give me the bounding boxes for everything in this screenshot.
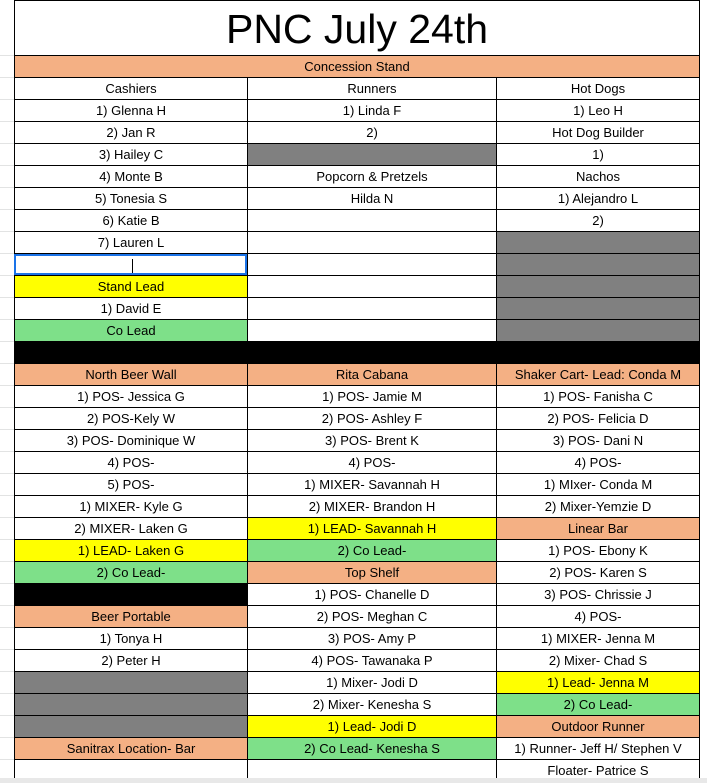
nachos-cell[interactable]: 2) (497, 210, 700, 232)
cashier-cell[interactable]: 7) Lauren L (14, 232, 248, 254)
outdoor-runner-header[interactable]: Outdoor Runner (497, 716, 700, 738)
spreadsheet (14, 0, 701, 783)
hot-dogs-header[interactable]: Hot Dogs (497, 78, 700, 100)
empty-cell[interactable] (248, 276, 497, 298)
gutter-gridline (0, 231, 14, 232)
shaker-cart-header[interactable]: Shaker Cart- Lead: Conda M (497, 364, 700, 386)
gutter-gridline (0, 737, 14, 738)
gray-cell[interactable] (497, 320, 700, 342)
gray-cell[interactable] (497, 232, 700, 254)
north-beer-wall-cell[interactable]: 2) MIXER- Laken G (14, 518, 248, 540)
gutter-gridline (0, 77, 14, 78)
gutter-gridline (0, 693, 14, 694)
north-beer-wall-cell[interactable]: 4) POS- (14, 452, 248, 474)
gutter-gridline (0, 143, 14, 144)
cashier-cell[interactable]: 6) Katie B (14, 210, 248, 232)
linear-bar-cell[interactable]: 3) POS- Chrissie J (497, 584, 700, 606)
nachos-header[interactable]: Nachos (497, 166, 700, 188)
gutter-gridline (0, 275, 14, 276)
top-shelf-cell[interactable]: 4) POS- Tawanaka P (248, 650, 497, 672)
gutter-gridline (0, 649, 14, 650)
hot-dog-builder-cell[interactable]: 1) (497, 144, 700, 166)
gutter-gridline (0, 495, 14, 496)
nachos-cell[interactable]: 1) Alejandro L (497, 188, 700, 210)
gutter-gridline (0, 429, 14, 430)
outdoor-runner-cell[interactable]: Floater- Patrice S (497, 760, 700, 782)
divider-band (14, 342, 700, 364)
cashier-cell[interactable]: 4) Monte B (14, 166, 248, 188)
empty-cell[interactable] (248, 210, 497, 232)
cashier-cell[interactable]: 5) Tonesia S (14, 188, 248, 210)
row-gutter (0, 0, 14, 783)
rita-cabana-cell[interactable]: 1) POS- Jamie M (248, 386, 497, 408)
beer-portable-cell[interactable]: 2) Peter H (14, 650, 248, 672)
gutter-gridline (0, 451, 14, 452)
north-beer-wall-cell[interactable]: 2) POS-Kely W (14, 408, 248, 430)
top-shelf-cell[interactable]: 2) Mixer- Kenesha S (248, 694, 497, 716)
top-shelf-cell[interactable]: 1) Mixer- Jodi D (248, 672, 497, 694)
gutter-gridline (0, 99, 14, 100)
gutter-gridline (0, 385, 14, 386)
gutter-gridline (0, 319, 14, 320)
north-beer-wall-cell[interactable]: 3) POS- Dominique W (14, 430, 248, 452)
gutter-gridline (0, 671, 14, 672)
north-beer-wall-cell[interactable]: 1) MIXER- Kyle G (14, 496, 248, 518)
gutter-gridline (0, 363, 14, 364)
popcorn-cell[interactable]: Hilda N (248, 188, 497, 210)
gutter-gridline (0, 539, 14, 540)
north-beer-wall-header[interactable]: North Beer Wall (14, 364, 248, 386)
gutter-gridline (0, 473, 14, 474)
linear-bar-lead-cell[interactable]: 1) Lead- Jenna M (497, 672, 700, 694)
linear-bar-cell[interactable]: 2) POS- Karen S (497, 562, 700, 584)
gray-cell[interactable] (497, 298, 700, 320)
top-shelf-co-lead-cell[interactable]: 2) Co Lead- Kenesha S (248, 738, 497, 760)
empty-cell[interactable] (248, 254, 497, 276)
linear-bar-co-lead-cell[interactable]: 2) Co Lead- (497, 694, 700, 716)
gray-cell[interactable] (497, 276, 700, 298)
sanitrax-header[interactable]: Sanitrax Location- Bar (14, 738, 248, 760)
empty-cell[interactable] (248, 232, 497, 254)
linear-bar-cell[interactable]: 1) POS- Ebony K (497, 540, 700, 562)
runner-cell[interactable]: 2) (248, 122, 497, 144)
gutter-gridline (0, 209, 14, 210)
beer-portable-header[interactable]: Beer Portable (14, 606, 248, 628)
rita-cabana-co-lead-cell[interactable]: 2) Co Lead- (248, 540, 497, 562)
cashier-cell[interactable]: 2) Jan R (14, 122, 248, 144)
rita-cabana-header[interactable]: Rita Cabana (248, 364, 497, 386)
cashier-cell[interactable]: 1) Glenna H (14, 100, 248, 122)
shaker-cart-cell[interactable]: 2) Mixer-Yemzie D (497, 496, 700, 518)
top-shelf-header[interactable]: Top Shelf (248, 562, 497, 584)
gutter-gridline (0, 583, 14, 584)
linear-bar-cell[interactable]: 2) Mixer- Chad S (497, 650, 700, 672)
sheet-bottom-edge (0, 778, 707, 783)
runner-cell[interactable]: 1) Linda F (248, 100, 497, 122)
gray-cell[interactable] (497, 254, 700, 276)
cashiers-header[interactable]: Cashiers (14, 78, 248, 100)
shaker-cart-cell[interactable]: 2) POS- Felicia D (497, 408, 700, 430)
top-shelf-cell[interactable]: 2) POS- Meghan C (248, 606, 497, 628)
shaker-cart-cell[interactable]: 3) POS- Dani N (497, 430, 700, 452)
gutter-gridline (0, 759, 14, 760)
outdoor-runner-cell[interactable]: 1) Runner- Jeff H/ Stephen V (497, 738, 700, 760)
linear-bar-header[interactable]: Linear Bar (497, 518, 700, 540)
gutter-gridline (0, 165, 14, 166)
gutter-gridline (0, 341, 14, 342)
top-shelf-cell[interactable]: 1) POS- Chanelle D (248, 584, 497, 606)
north-beer-wall-co-lead-cell[interactable]: 2) Co Lead- (14, 562, 248, 584)
shaker-cart-cell[interactable]: 4) POS- (497, 452, 700, 474)
rita-cabana-cell[interactable]: 3) POS- Brent K (248, 430, 497, 452)
gutter-gridline (0, 605, 14, 606)
gutter-gridline (0, 253, 14, 254)
selected-cell[interactable] (14, 254, 247, 275)
gray-cell[interactable] (14, 694, 248, 716)
empty-cell[interactable] (248, 298, 497, 320)
gutter-gridline (0, 55, 14, 56)
runners-header[interactable]: Runners (248, 78, 497, 100)
gutter-gridline (0, 627, 14, 628)
rita-cabana-cell[interactable]: 2) POS- Ashley F (248, 408, 497, 430)
gutter-gridline (0, 517, 14, 518)
linear-bar-cell[interactable]: 4) POS- (497, 606, 700, 628)
top-shelf-lead-cell[interactable]: 1) Lead- Jodi D (248, 716, 497, 738)
page-title: PNC July 24th (14, 0, 700, 56)
north-beer-wall-cell[interactable]: 5) POS- (14, 474, 248, 496)
hot-dog-cell[interactable]: 1) Leo H (497, 100, 700, 122)
shaker-cart-cell[interactable]: 1) POS- Fanisha C (497, 386, 700, 408)
gray-cell[interactable] (248, 144, 497, 166)
gutter-gridline (0, 121, 14, 122)
rita-cabana-cell[interactable]: 4) POS- (248, 452, 497, 474)
gray-cell[interactable] (14, 672, 248, 694)
north-beer-wall-cell[interactable]: 1) POS- Jessica G (14, 386, 248, 408)
rita-cabana-cell[interactable]: 1) MIXER- Savannah H (248, 474, 497, 496)
rita-cabana-lead-cell[interactable]: 1) LEAD- Savannah H (248, 518, 497, 540)
gray-cell[interactable] (14, 716, 248, 738)
concession-stand-header[interactable]: Concession Stand (14, 56, 700, 78)
linear-bar-cell[interactable]: 1) MIXER- Jenna M (497, 628, 700, 650)
shaker-cart-cell[interactable]: 1) MIxer- Conda M (497, 474, 700, 496)
hot-dog-builder-header[interactable]: Hot Dog Builder (497, 122, 700, 144)
co-lead-header[interactable]: Co Lead (14, 320, 248, 342)
gutter-gridline (0, 187, 14, 188)
beer-portable-cell[interactable]: 1) Tonya H (14, 628, 248, 650)
rita-cabana-cell[interactable]: 2) MIXER- Brandon H (248, 496, 497, 518)
gutter-gridline (0, 407, 14, 408)
north-beer-wall-lead-cell[interactable]: 1) LEAD- Laken G (14, 540, 248, 562)
gutter-gridline (0, 715, 14, 716)
gutter-gridline (0, 561, 14, 562)
stand-lead-header[interactable]: Stand Lead (14, 276, 248, 298)
cashier-cell[interactable]: 3) Hailey C (14, 144, 248, 166)
text-cursor (132, 259, 133, 273)
black-cell[interactable] (14, 584, 248, 606)
gutter-gridline (0, 297, 14, 298)
top-shelf-cell[interactable]: 3) POS- Amy P (248, 628, 497, 650)
empty-cell[interactable] (248, 320, 497, 342)
stand-lead-cell[interactable]: 1) David E (14, 298, 248, 320)
popcorn-header[interactable]: Popcorn & Pretzels (248, 166, 497, 188)
